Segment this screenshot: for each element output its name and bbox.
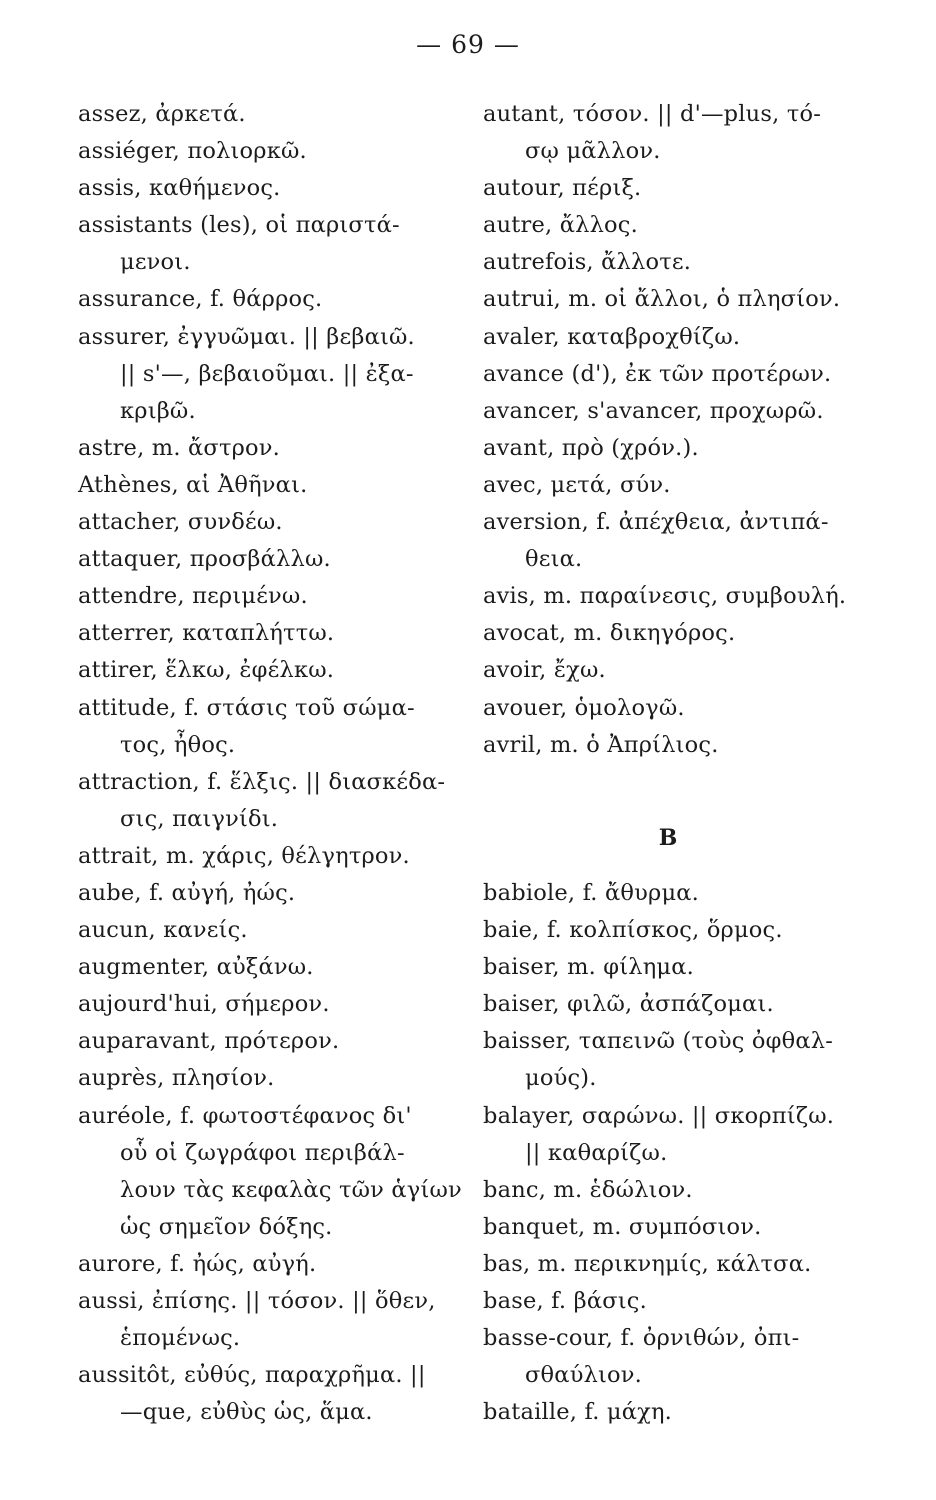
dictionary-entry-line: aucun, κανείς.: [78, 917, 248, 944]
section-heading: B: [658, 824, 678, 851]
dictionary-entry-line: autrefois, ἄλλοτε.: [483, 249, 692, 276]
dictionary-entry-line: attendre, περιμένω.: [78, 583, 308, 610]
entry-continuation-line: —que, εὐθὺς ὡς, ἅμα.: [120, 1399, 373, 1426]
right-column: [483, 96, 873, 1431]
dictionary-entry-line: avouer, ὁμολογῶ.: [483, 694, 685, 721]
dictionary-entry-line: avance (d'), ἐκ τῶν προτέρων.: [483, 360, 832, 387]
dictionary-entry-line: avril, m. ὁ Ἀπρίλιος.: [483, 731, 719, 758]
entry-continuation-line: θεια.: [525, 546, 583, 573]
dictionary-entry-line: assistants (les), οἱ παριστά-: [78, 212, 400, 239]
dictionary-entry-line: bas, m. περικνημίς, κάλτσα.: [483, 1250, 812, 1277]
right-column-entries-b: [483, 875, 873, 1431]
dictionary-entry-line: baiser, m. φίλημα.: [483, 954, 694, 981]
dictionary-entry-line: aube, f. αὐγή, ἠώς.: [78, 879, 296, 906]
dictionary-entry-line: basse-cour, f. ὀρνιθών, ὀπι-: [483, 1325, 800, 1352]
entry-continuation-line: || s'—, βεβαιοῦμαι. || ἐξα-: [120, 360, 414, 387]
dictionary-entry-line: autrui, m. οἱ ἄλλοι, ὁ πλησίον.: [483, 286, 841, 313]
dictionary-entry-line: astre, m. ἄστρον.: [78, 434, 281, 461]
dictionary-entry-line: aversion, f. ἀπέχθεια, ἀντιπά-: [483, 509, 829, 536]
entry-continuation-line: || καθαρίζω.: [525, 1139, 668, 1166]
dictionary-entry-line: avaler, καταβροχθίζω.: [483, 323, 741, 350]
dictionary-entry-line: baisser, ταπεινῶ (τοὺς ὀφθαλ-: [483, 1028, 834, 1055]
dictionary-entry-line: auparavant, πρότερον.: [78, 1028, 340, 1055]
dictionary-entry-line: autre, ἄλλος.: [483, 212, 638, 239]
entry-continuation-line: ἑπομένως.: [120, 1325, 241, 1352]
page-number: — 69 —: [416, 30, 520, 59]
dictionary-entry-line: attrait, m. χάρις, θέλγητρον.: [78, 842, 410, 869]
dictionary-entry-line: banc, m. ἑδώλιον.: [483, 1176, 693, 1203]
dictionary-entry-line: aussi, ἐπίσης. || τόσον. || ὅθεν,: [78, 1288, 436, 1314]
entry-continuation-line: οὗ οἱ ζωγράφοι περιβάλ-: [120, 1139, 405, 1166]
dictionary-entry-line: baiser, φιλῶ, ἀσπάζομαι.: [483, 991, 774, 1018]
right-column-entries-a: [483, 96, 873, 764]
dictionary-entry-line: babiole, f. ἄθυρμα.: [483, 879, 700, 906]
dictionary-entry-line: Athènes, αἱ Ἀθῆναι.: [78, 471, 308, 498]
dictionary-entry-line: assis, καθήμενος.: [78, 175, 281, 202]
dictionary-entry-line: bataille, f. μάχη.: [483, 1399, 672, 1426]
entry-continuation-line: σις, παιγνίδι.: [120, 805, 279, 832]
dictionary-entry-line: attitude, f. στάσις τοῦ σώμα-: [78, 694, 415, 721]
dictionary-entry-line: assez, ἀρκετά.: [78, 101, 246, 127]
dictionary-entry-line: avocat, m. δικηγόρος.: [483, 620, 736, 647]
entry-continuation-line: κριβῶ.: [120, 397, 196, 424]
dictionary-entry-line: attacher, συνδέω.: [78, 509, 283, 536]
dictionary-entry-line: autour, πέριξ.: [483, 175, 642, 202]
dictionary-entry-line: banquet, m. συμπόσιον.: [483, 1213, 762, 1240]
section-spacer: [483, 764, 873, 801]
dictionary-entry-line: baie, f. κολπίσκος, ὅρμος.: [483, 917, 783, 944]
entry-continuation-line: ὡς σημεῖον δόξης.: [120, 1213, 333, 1240]
dictionary-entry-line: avant, πρὸ (χρόν.).: [483, 434, 699, 461]
dictionary-entry-line: atterrer, καταπλήττω.: [78, 620, 335, 647]
dictionary-entry-line: attaquer, προσβάλλω.: [78, 546, 331, 573]
entry-continuation-line: τος, ἦθος.: [120, 731, 236, 758]
dictionary-entry-line: aurore, f. ἠώς, αὐγή.: [78, 1250, 317, 1277]
entry-continuation-line: μενοι.: [120, 249, 191, 276]
dictionary-entry-line: assiéger, πολιορκῶ.: [78, 138, 307, 165]
dictionary-entry-line: avancer, s'avancer, προχωρῶ.: [483, 397, 824, 424]
left-column: [78, 96, 462, 1431]
dictionary-entry-line: augmenter, αὐξάνω.: [78, 954, 314, 981]
dictionary-entry-line: attraction, f. ἕλξις. || διασκέδα-: [78, 768, 446, 795]
dictionary-entry-line: avis, m. παραίνεσις, συμβουλή.: [483, 583, 847, 610]
dictionary-entry-line: balayer, σαρώνω. || σκορπίζω.: [483, 1102, 835, 1129]
dictionary-entry-line: base, f. βάσις.: [483, 1288, 647, 1314]
entry-continuation-line: λουν τὰς κεφαλὰς τῶν ἁγίων: [120, 1176, 462, 1203]
dictionary-entry-line: avec, μετά, σύν.: [483, 471, 671, 498]
dictionary-entry-line: attirer, ἕλκω, ἐφέλκω.: [78, 657, 335, 684]
dictionary-entry-line: auréole, f. φωτοστέφανος δι': [78, 1102, 412, 1129]
entry-continuation-line: σθαύλιον.: [525, 1362, 643, 1389]
dictionary-entry-line: aussitôt, εὐθύς, παραχρῆμα. ||: [78, 1362, 426, 1389]
dictionary-entry-line: aujourd'hui, σήμερον.: [78, 991, 330, 1018]
dictionary-entry-line: avoir, ἔχω.: [483, 657, 606, 684]
dictionary-entry-line: autant, τόσον. || d'—plus, τό-: [483, 101, 822, 127]
entry-continuation-line: σῳ μᾶλλον.: [525, 138, 661, 165]
dictionary-entry-line: assurer, ἐγγυῶμαι. || βεβαιῶ.: [78, 323, 415, 350]
dictionary-entry-line: assurance, f. θάρρος.: [78, 286, 323, 313]
dictionary-entry-line: auprès, πλησίον.: [78, 1065, 275, 1092]
entry-continuation-line: μούς).: [525, 1065, 597, 1092]
